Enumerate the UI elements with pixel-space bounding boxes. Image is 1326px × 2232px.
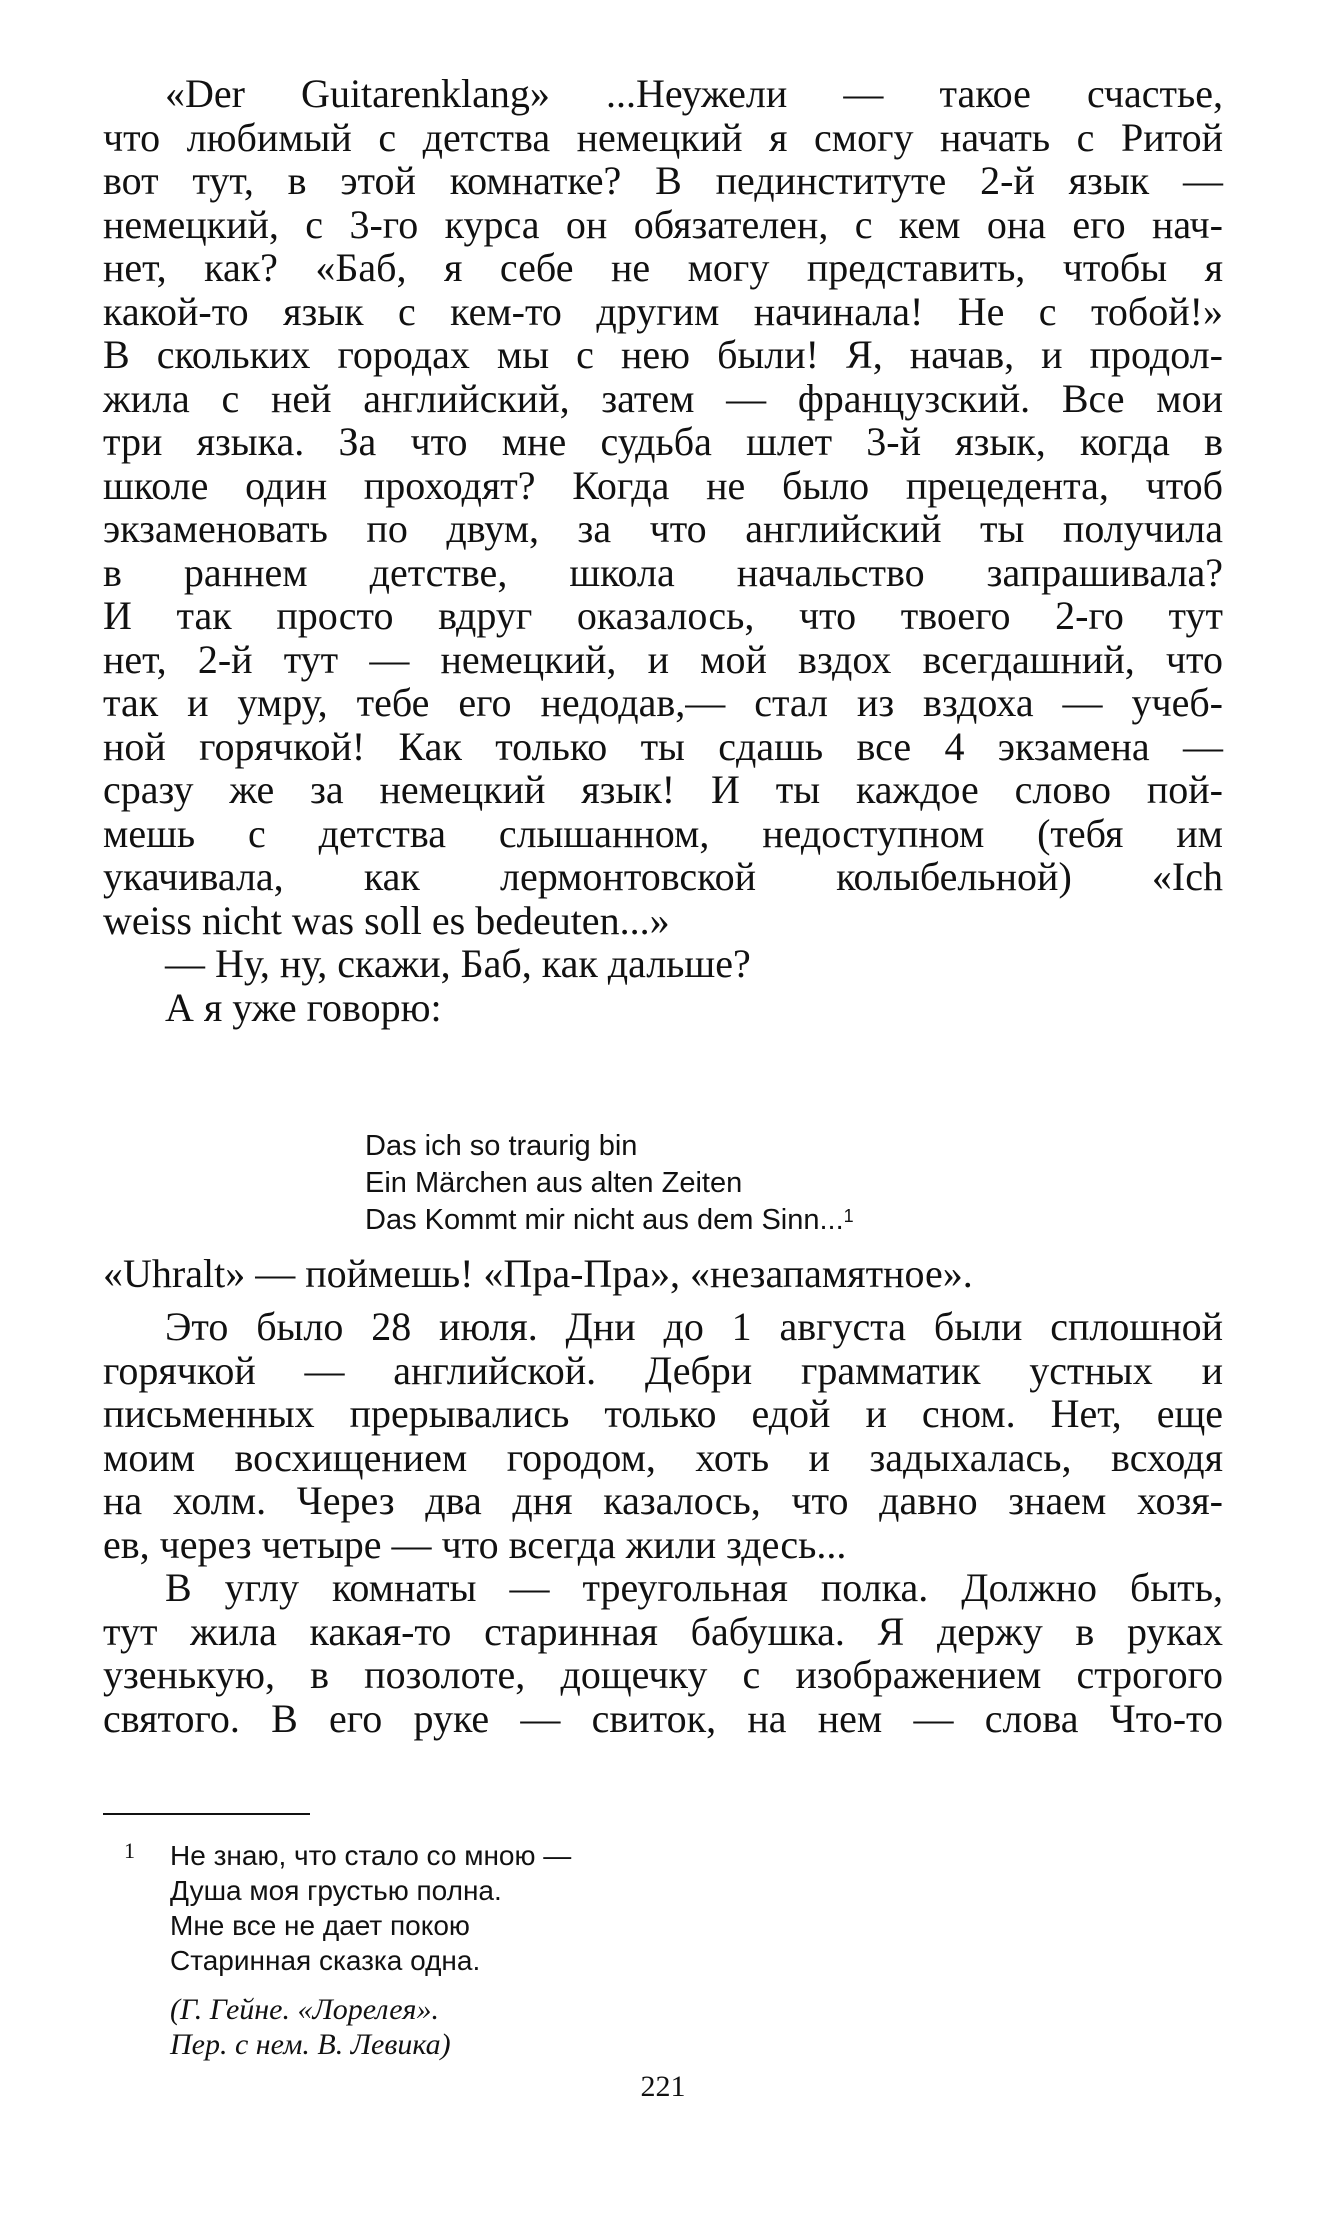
- text-line: вот тут, в этой комнатке? В пединституте 2-й язык —: [103, 158, 1223, 203]
- footnote: [170, 1838, 571, 2062]
- text-line: Это было 28 июля. Дни до 1 августа были сплошной: [165, 1304, 1223, 1349]
- text-line: В скольких городах мы с нею были! Я, начав, и продол-: [103, 332, 1223, 377]
- text-line: «Uhralt» — поймешь! «Пра-Пра», «незапамятное».: [103, 1251, 973, 1296]
- text-line: школе один проходят? Когда не было прецедента, чтоб: [103, 462, 1223, 508]
- text-line: что любимый с детства немецкий я смогу начать с Ритой: [103, 114, 1223, 160]
- text-line: экзаменовать по двум, за что английский ты получила: [103, 506, 1223, 551]
- text-line: укачивала, как лермонтовской колыбельной) «Ich: [103, 854, 1223, 899]
- text-line: немецкий, с 3-го курса он обязателен, с кем она его нач-: [103, 201, 1223, 247]
- text-line: в раннем детстве, школа начальство запрашивала?: [103, 549, 1223, 595]
- footnote-reference: 1: [843, 1206, 854, 1226]
- poem-line: Das ich so traurig bin: [365, 1130, 638, 1162]
- text-line: узенькую, в позолоте, дощечку с изображением строгого: [103, 1652, 1223, 1697]
- dialogue: [103, 942, 1223, 1029]
- poem-line: [365, 1202, 854, 1239]
- text-line: моим восхищением городом, хоть и задыхалась, всходя: [103, 1434, 1223, 1480]
- poem-line: Ein Märchen aus alten Zeiten: [365, 1167, 743, 1199]
- text-line: на холм. Через два дня казалось, что давно знаем хозя-: [103, 1478, 1223, 1523]
- footnote-mark: 1: [124, 1838, 135, 1863]
- paragraph-4: [103, 1566, 1223, 1740]
- poem-line-text: Das Kommt mir nicht aus dem Sinn...: [365, 1204, 844, 1236]
- text-line: И так просто вдруг оказалось, что твоего 2-го тут: [103, 593, 1223, 638]
- text-line: «Der Guitarenklang» ...Неужели — такое счастье,: [165, 71, 1223, 116]
- dialogue-line: — Ну, ну, скажи, Баб, как дальше?: [165, 941, 751, 986]
- text-line: тут жила какая-то старинная бабушка. Я держу в руках: [103, 1608, 1223, 1654]
- text-line: какой-то язык с кем-то другим начинала! Не с тобой!»: [103, 288, 1223, 334]
- paragraph-3: [103, 1305, 1223, 1566]
- text-line: горячкой — английской. Дебри грамматик устных и: [103, 1347, 1223, 1393]
- text-line: жила с ней английский, затем — французский. Все мои: [103, 375, 1223, 421]
- text-line: мешь с детства слышанном, недоступном (тебя им: [103, 810, 1223, 856]
- footnote-source: (Г. Гейне. «Лорелея».: [170, 1993, 439, 2026]
- footnote-source: Пер. с нем. В. Левика): [170, 2028, 451, 2061]
- paragraph-1: [103, 72, 1223, 942]
- footnote-line: Душа моя грустью полна.: [170, 1875, 502, 1906]
- text-line: сразу же за немецкий язык! И ты каждое слово пой-: [103, 767, 1223, 812]
- poem-quote: [365, 1128, 854, 1239]
- text-line: нет, 2-й тут — немецкий, и мой вздох всегдашний, что: [103, 636, 1223, 682]
- text-line: письменных прерывались только едой и сном. Нет, еще: [103, 1391, 1223, 1436]
- page-number: 221: [640, 2070, 686, 2103]
- footnote-divider: [103, 1813, 310, 1815]
- text-line: святого. В его руке — свиток, на нем — слова Что-то: [103, 1695, 1223, 1741]
- text-line: нет, как? «Баб, я себе не могу представить, чтобы я: [103, 245, 1223, 290]
- footnote-line: Старинная сказка одна.: [170, 1945, 481, 1976]
- dialogue-line: А я уже говорю:: [165, 984, 442, 1030]
- footnote-line: Мне все не дает покою: [170, 1910, 470, 1941]
- text-line: ев, через четыре — что всегда жили здесь...: [103, 1521, 847, 1567]
- text-line: три языка. За что мне судьба шлет 3-й язык, когда в: [103, 419, 1223, 464]
- text-line: ной горячкой! Как только ты сдашь все 4 экзамена —: [103, 723, 1223, 769]
- text-line: так и умру, тебе его недодав,— стал из вздоха — учеб-: [103, 680, 1223, 725]
- text-line: В углу комнаты — треугольная полка. Должно быть,: [165, 1565, 1223, 1610]
- text-line: weiss nicht was soll es bedeuten...»: [103, 897, 670, 943]
- footnote-line: Не знаю, что стало со мною —: [170, 1840, 572, 1871]
- paragraph-2: [103, 1252, 1223, 1296]
